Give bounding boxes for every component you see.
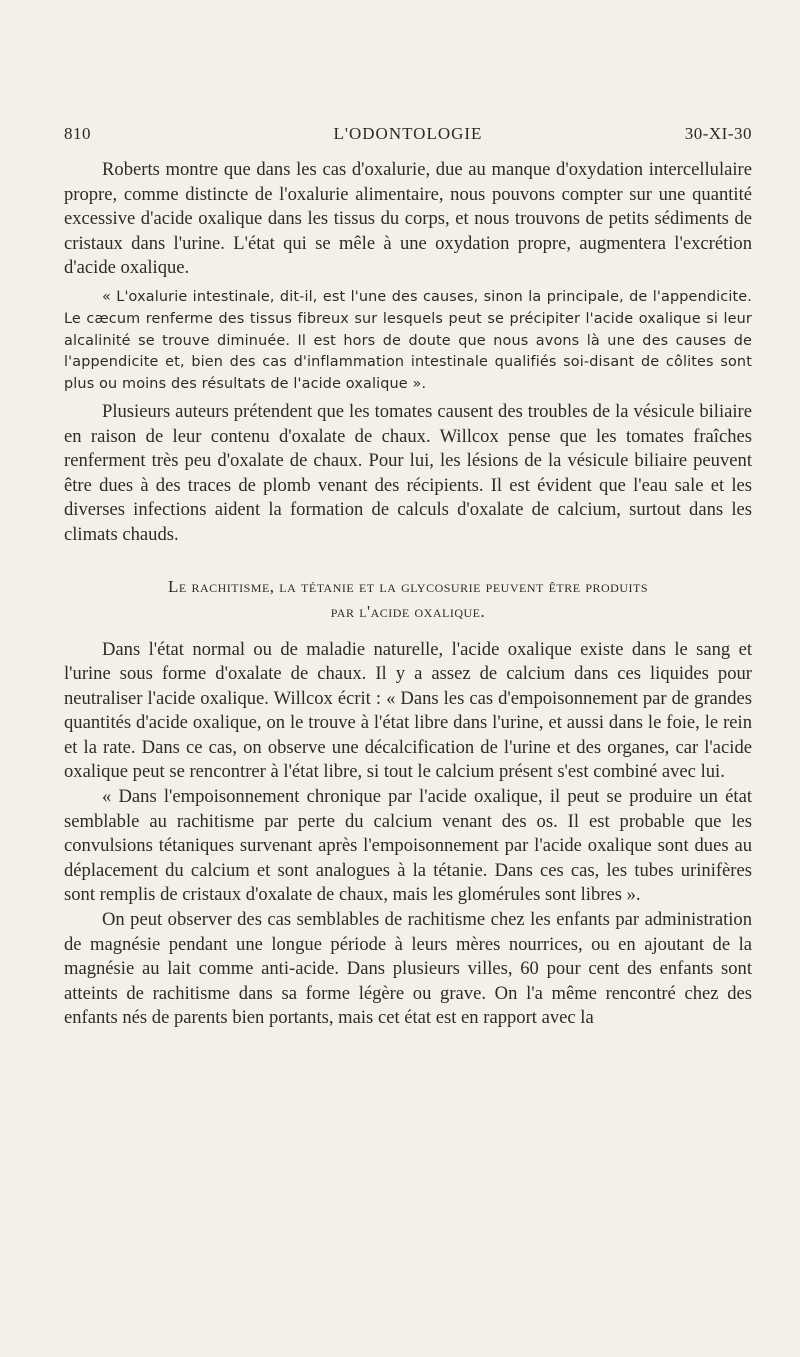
issue-date: 30-XI-30: [684, 124, 752, 143]
paragraph-etat-normal: Dans l'état normal ou de maladie naturelle, l'acide oxalique existe dans le sang et l'urine sous forme d'oxalate de chaux. Il y a assez de calcium dans ces liquides pour neutraliser l'acide oxalique. Willcox écrit : « Dans les cas d'empoisonnement par de grandes quantités d'acide oxalique, on le trouve à l'état libre dans l'urine, et aussi dans le foie, le rein et la rate. Dans ce cas, on observe une décalcification de l'urine et des organes, car l'acide oxalique peut se rencontrer à l'état libre, si tout le calcium présent s'est combiné avec lui.: [64, 638, 752, 783]
running-head: [64, 124, 752, 150]
paragraph-roberts: Roberts montre que dans les cas d'oxalurie, due au manque d'oxydation intercellulaire propre, comme distincte de l'oxalurie alimentaire, nous pouvons compter sur une quantité excessive d'acide oxalique dans les tissus du corps, et nous trouvons de petits sédiments de cristaux dans l'urine. L'état qui se mêle à une oxydation propre, augmentera l'excrétion d'acide oxalique.: [64, 159, 752, 279]
paragraph-tomates: Plusieurs auteurs prétendent que les tomates causent des troubles de la vésicule biliaire en raison de leur contenu d'oxalate de chaux. Willcox pense que les tomates fraîches renferment très peu d'oxalate de chaux. Pour lui, les lésions de la vésicule biliaire peuvent être dues à des traces de plomb venant des récipients. Il est évident que l'eau sale et les diverses infections aident la formation de calculs d'oxalate de calcium, surtout dans les climats chauds.: [64, 400, 752, 545]
journal-title: L'ODONTOLOGIE: [333, 124, 483, 143]
page-number: 810: [64, 124, 91, 143]
paragraph-empoisonnement-chronique: « Dans l'empoisonnement chronique par l'acide oxalique, il peut se produire un état semblable au rachitisme par perte du calcium venant des os. Il est probable que les convulsions tétaniques survenant après l'empoisonnement par l'acide oxalique sont dues au déplacement du calcium et sont analogues à la tétanie. Dans ces cas, les tubes urinifères sont remplis de cristaux d'oxalate de chaux, mais les glomérules sont libres ».: [64, 786, 752, 906]
section-heading-line-1: Le rachitisme, la tétanie et la glycosurie peuvent être produits: [167, 576, 649, 596]
section-heading-line-2: par l'acide oxalique.: [330, 601, 486, 621]
quote-oxalurie-intestinale: « L'oxalurie intestinale, dit-il, est l'une des causes, sinon la principale, de l'appendicite. Le cæcum renferme des tissus fibreux sur lesquels peut se précipiter l'acide oxalique si leur alcalinité se trouve diminuée. Il est hors de doute que nous avons là une des causes de l'appendicite et, bien des cas d'inflammation intestinale qualifiés soi-disant de côlites sont plus ou moins des résultats de l'acide oxalique ».: [64, 288, 752, 393]
paragraph-rachitisme-enfants: On peut observer des cas semblables de rachitisme chez les enfants par administration de magnésie pendant une longue période à leurs mères nourrices, ou en ajoutant de la magnésie au lait comme anti-acide. Dans plusieurs villes, 60 pour cent des enfants sont atteints de rachitisme dans sa forme légère ou grave. On l'a même rencontré chez des enfants nés de parents bien portants, mais cet état est en rapport avec la: [64, 909, 752, 1029]
article-body: [64, 158, 752, 1031]
section-heading: [64, 574, 752, 624]
